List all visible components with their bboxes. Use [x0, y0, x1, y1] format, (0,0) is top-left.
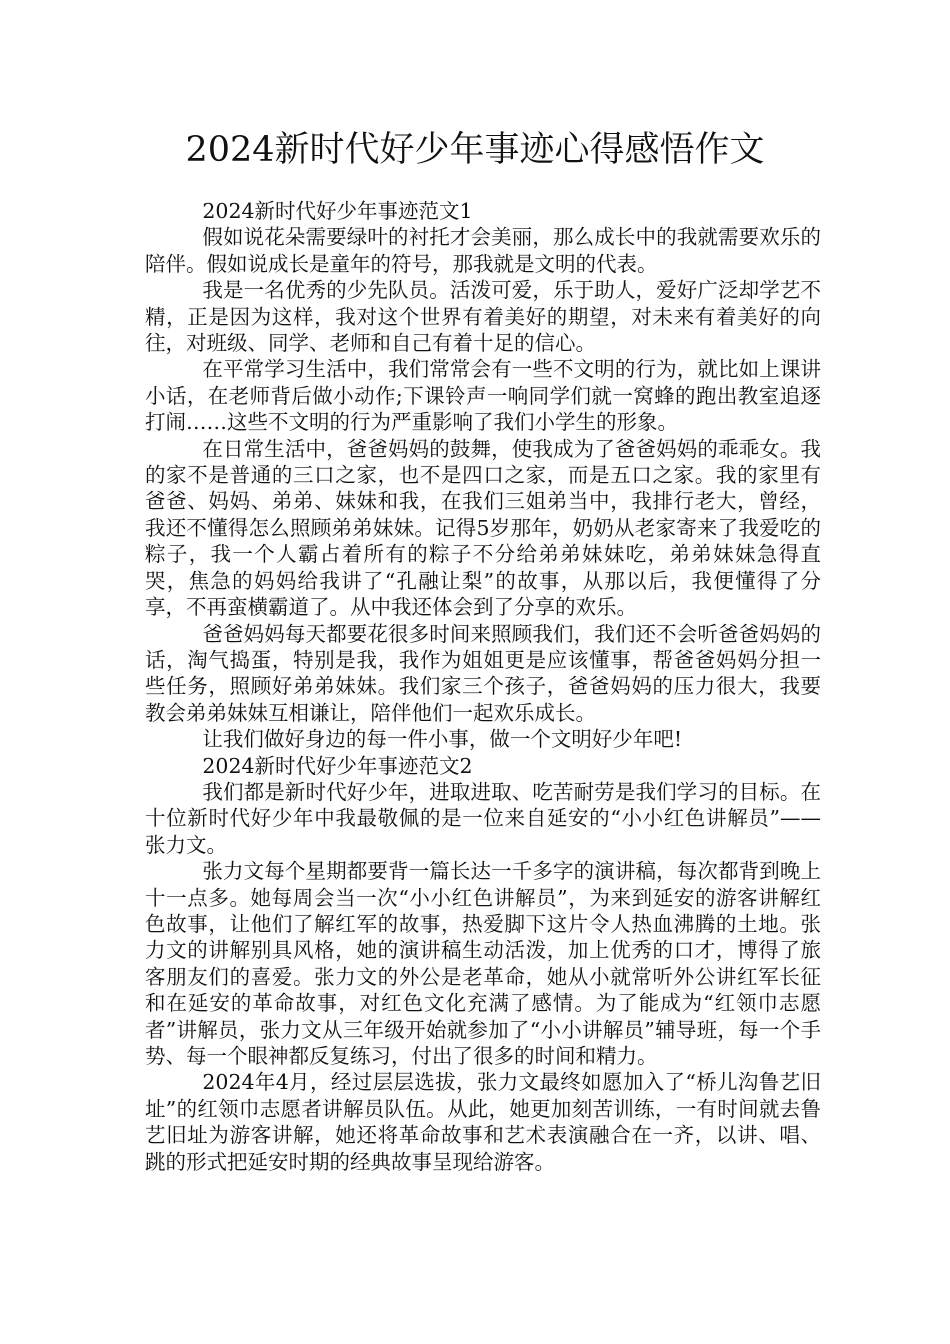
section-heading-2: 2024新时代好少年事迹范文2 [202, 753, 473, 778]
paragraph: 爸爸妈妈每天都要花很多时间来照顾我们，我们还不会听爸爸妈妈的话，淘气捣蛋，特别是我，我作为姐姐更是应该懂事，帮爸爸妈妈分担一些任务，照顾好弟弟妹妹。我们家三个孩子，爸爸妈妈的压力很大，我要教会弟弟妹妹互相谦让，陪伴他们一起欢乐成长。 [145, 621, 821, 725]
paragraph: 假如说花朵需要绿叶的衬托才会美丽，那么成长中的我就需要欢乐的陪伴。假如说成长是童年的符号，那我就是文明的代表。 [145, 225, 821, 276]
paragraph: 在日常生活中，爸爸妈妈的鼓舞，使我成为了爸爸妈妈的乖乖女。我的家不是普通的三口之家，也不是四口之家，而是五口之家。我的家里有爸爸、妈妈、弟弟、妹妹和我，在我们三姐弟当中，我排行老大，曾经，我还不懂得怎么照顾弟弟妹妹。记得5岁那年，奶奶从老家寄来了我爱吃的粽子，我一个人霸占着所有的粽子不分给弟弟妹妹吃，弟弟妹妹急得直哭，焦急的妈妈给我讲了“孔融让梨”的故事，从那以后，我便懂得了分享，不再蛮横霸道了。从中我还体会到了分享的欢乐。 [145, 436, 821, 620]
paragraph: 让我们做好身边的每一件小事，做一个文明好少年吧! [202, 727, 683, 752]
document-title: 2024新时代好少年事迹心得感悟作文 [185, 130, 765, 170]
paragraph: 在平常学习生活中，我们常常会有一些不文明的行为，就比如上课讲小话，在老师背后做小动作;下课铃声一响同学们就一窝蜂的跑出教室追逐打闹……这些不文明的行为严重影响了我们小学生的形象。 [145, 357, 821, 435]
paragraph: 2024年4月，经过层层选拔，张力文最终如愿加入了“桥儿沟鲁艺旧址”的红领巾志愿者讲解员队伍。从此，她更加刻苦训练，一有时间就去鲁艺旧址为游客讲解，她还将革命故事和艺术表演融合在一齐，以讲、唱、跳的形式把延安时期的经典故事呈现给游客。 [145, 1070, 821, 1174]
paragraph: 张力文每个星期都要背一篇长达一千多字的演讲稿，每次都背到晚上十一点多。她每周会当一次“小小红色讲解员”，为来到延安的游客讲解红色故事，让他们了解红军的故事，热爱脚下这片令人热血沸腾的土地。张力文的讲解别具风格，她的演讲稿生动活泼，加上优秀的口才，博得了旅客朋友们的喜爱。张力文的外公是老革命，她从小就常听外公讲红军长征和在延安的革命故事，对红色文化充满了感情。为了能成为“红领巾志愿者”讲解员，张力文从三年级开始就参加了“小小讲解员”辅导班，每一个手势、每一个眼神都反复练习，付出了很多的时间和精力。 [145, 859, 821, 1068]
paragraph: 我们都是新时代好少年，进取进取、吃苦耐劳是我们学习的目标。在十位新时代好少年中我最敬佩的是一位来自延安的“小小红色讲解员”——张力文。 [145, 779, 821, 857]
paragraph: 我是一名优秀的少先队员。活泼可爱，乐于助人，爱好广泛却学艺不精，正是因为这样，我对这个世界有着美好的期望，对未来有着美好的向往，对班级、同学、老师和自己有着十足的信心。 [145, 278, 821, 356]
document-body [145, 198, 821, 1175]
section-heading-1: 2024新时代好少年事迹范文1 [202, 199, 473, 223]
